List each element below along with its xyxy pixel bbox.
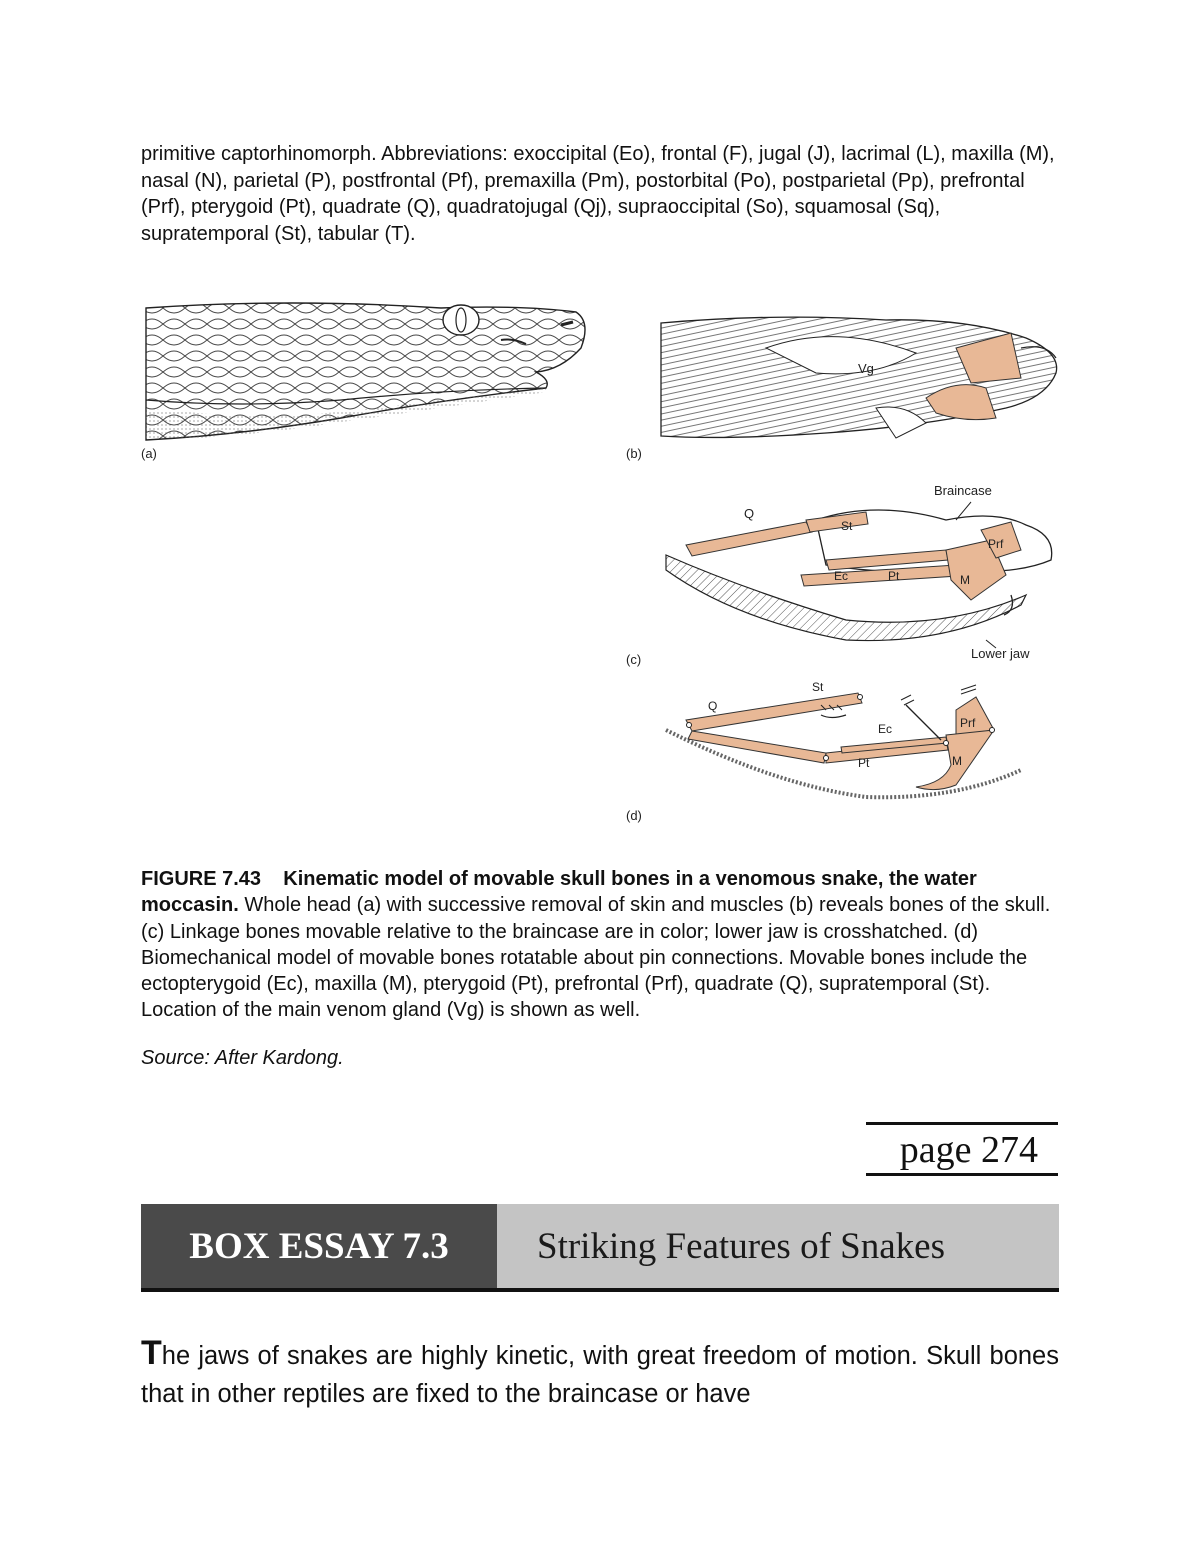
label-m: M <box>960 573 970 587</box>
snake-head-illustration <box>141 300 591 445</box>
figure-title: Kinematic model of movable skull bones in a venomous snake, the water moccasin. <box>141 868 977 917</box>
label-ec: Ec <box>834 569 849 583</box>
panel-b-label: (b) <box>626 446 642 461</box>
body-text: he jaws of snakes are highly kinetic, with great freedom of motion. Skull bones that in other reptiles are fixed to the braincase or have <box>141 1342 1059 1408</box>
label-d-st: St <box>812 680 824 694</box>
figure-caption-body: Whole head (a) with successive removal of skin and muscles (b) reveals bones of the skull. (c) Linkage bones movable relative to the braincase are in color; lower jaw is crosshatched. (d) Biomechanical model of movable bones rotatable about pin connections. Movable bones include the ectopterygoid (Ec), maxilla (M), pterygoid (Pt), prefrontal (Prf), quadrate (Q), supratemporal (St). Location of the main venom gland (Vg) is shown as well. <box>141 894 1051 1022</box>
label-q: Q <box>744 506 755 521</box>
box-essay-banner <box>141 1204 1059 1292</box>
biomechanical-model-illustration <box>626 675 1066 810</box>
figure-label: FIGURE 7.43 <box>141 868 262 890</box>
panel-c-skull-bones <box>626 480 1066 670</box>
panel-c-label: (c) <box>626 652 642 667</box>
label-st: St <box>841 519 853 533</box>
label-lower-jaw: Lower jaw <box>971 646 1030 661</box>
label-d-ec: Ec <box>878 722 893 736</box>
label-d-q: Q <box>708 699 718 713</box>
label-pt: Pt <box>888 569 900 583</box>
box-essay-label: BOX ESSAY 7.3 <box>141 1204 497 1288</box>
label-d-prf: Prf <box>960 716 976 730</box>
label-d-pt: Pt <box>858 756 870 770</box>
figure-source: Source: After Kardong. <box>141 1047 344 1069</box>
body-paragraph <box>141 1334 1059 1413</box>
label-d-m: M <box>952 754 962 768</box>
panel-a-snake-head <box>141 300 591 461</box>
top-caption: primitive captorhinomorph. Abbreviations: exoccipital (Eo), frontal (F), jugal (J), lacrimal (L), maxilla (M), nasal (N), parietal (P), postfrontal (Pf), premaxilla (Pm), postorbital (Po), postparietal (Pp), prefrontal (Prf), pterygoid (Pt), quadrate (Q), quadratojugal (Qj), supraoccipital (So), squamosal (Sq), supratemporal (St), tabular (T). <box>141 143 1055 245</box>
page-number: page 274 <box>866 1122 1058 1176</box>
label-vg: Vg <box>858 361 874 376</box>
panel-b-skull-muscles <box>626 308 1066 461</box>
drop-cap: T <box>141 1334 162 1372</box>
box-essay-title: Striking Features of Snakes <box>497 1204 1059 1288</box>
skull-bones-illustration <box>626 480 1066 670</box>
label-prf: Prf <box>988 537 1004 551</box>
panel-d-biomechanical-model <box>626 675 1066 823</box>
label-braincase: Braincase <box>934 483 992 498</box>
panel-a-label: (a) <box>141 446 157 461</box>
skull-muscles-illustration <box>626 308 1066 448</box>
figure-caption <box>141 866 1061 1024</box>
panel-d-label: (d) <box>626 808 642 823</box>
